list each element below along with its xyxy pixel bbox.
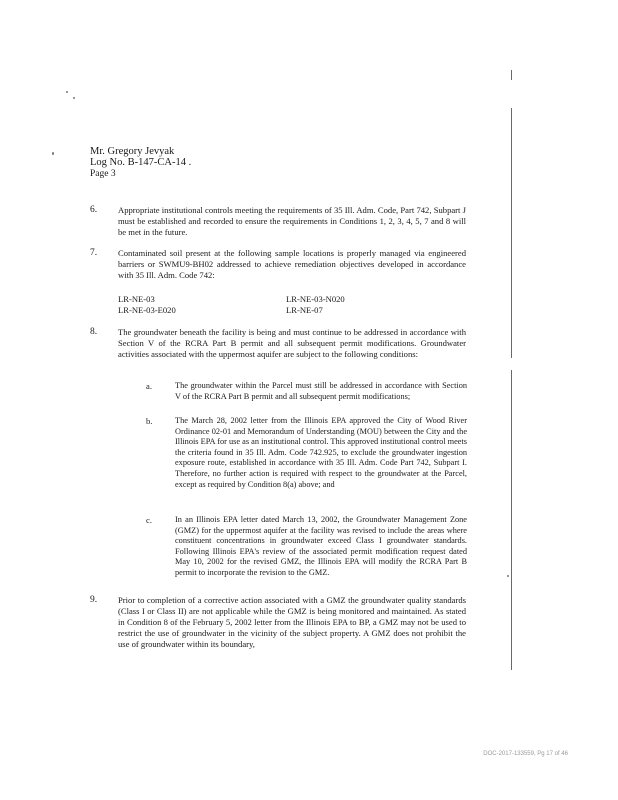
condition-text: Prior to completion of a corrective action associated with a GMZ the groundwater quality standards (Class I or Class II) are not applicable while the GMZ is being monitored and maintained. As stated in Condition 8 of the February 5, 2002 letter from the Illinois EPA to BP, a GMZ may not be used to restrict the use of groundwater in the vicinity of the subject property. A GMZ does not prohibit the use of groundwater within its boundary, xyxy=(118,595,466,649)
scan-speck xyxy=(52,152,54,155)
condition-text: Appropriate institutional controls meeting the requirements of 35 Ill. Adm. Code, Part 742, Subpart J must be established and recorded to ensure the requirements in Conditions 1, 2, 3, 4, 5, 7 and 8 will be met in the future. xyxy=(118,205,466,237)
sub-condition-letter: b. xyxy=(146,416,153,426)
log-number: Log No. B-147-CA-14 . xyxy=(90,157,192,168)
sub-condition-letter: a. xyxy=(146,381,152,391)
condition-number: 7. xyxy=(90,248,98,258)
sub-condition-text: The March 28, 2002 letter from the Illinois EPA approved the City of Wood River Ordinance 02-01 and Memorandum of Understanding (MOU) between the City and the Illinois EPA for use as an institutional control. This approved institutional control meets the criteria found in 35 Ill. Adm. Code 742.925, to exclude the groundwater ingestion exposure route, established in accordance with 35 Ill. Adm. Code Part 742, Subpart I. Therefore, no further action is required with respect to the groundwater at the Parcel, except as required by Condition 8(a) above; and xyxy=(175,416,467,489)
condition-number: 6. xyxy=(90,205,98,215)
condition-number: 8. xyxy=(90,327,98,337)
scan-edge-line xyxy=(511,70,512,80)
scan-edge-line xyxy=(511,370,512,670)
sample-location: LR-NE-03 xyxy=(118,294,155,304)
bates-stamp: DOC-2017-133559, Pg 17 of 46 xyxy=(483,751,568,757)
page-number: Page 3 xyxy=(90,169,116,179)
sample-location: LR-NE-03-N020 xyxy=(286,294,345,304)
sub-condition-letter: c. xyxy=(146,515,152,525)
scan-speck xyxy=(73,97,75,99)
scan-edge-line xyxy=(511,108,512,358)
condition-text: Contaminated soil present at the following sample locations is properly managed via engineered barriers or SWMU9-BH02 addressed to achieve remediation objectives developed in accordance with 35 Ill. Adm. Code 742: xyxy=(118,248,466,280)
scan-speck xyxy=(66,91,68,93)
addressee: Mr. Gregory Jevyak xyxy=(90,146,175,157)
sample-location: LR-NE-03-E020 xyxy=(118,305,176,315)
sample-location: LR-NE-07 xyxy=(286,305,323,315)
condition-number: 9. xyxy=(90,595,98,605)
sub-condition-text: The groundwater within the Parcel must still be addressed in accordance with Section V of the RCRA Part B permit and all subsequent permit modifications; xyxy=(175,381,467,401)
scan-speck xyxy=(507,575,509,577)
condition-text: The groundwater beneath the facility is being and must continue to be addressed in accordance with Section V of the RCRA Part B permit and all subsequent permit modifications. Groundwater activities associated with the uppermost aquifer are subject to the following conditions: xyxy=(118,327,466,359)
sub-condition-text: In an Illinois EPA letter dated March 13, 2002, the Groundwater Management Zone (GMZ) for the uppermost aquifer at the facility was revised to include the areas where constituent concentrations in groundwater exceed Class I groundwater standards. Following Illinois EPA's review of the associated permit modification request dated May 10, 2002 for the revised GMZ, the Illinois EPA will modify the RCRA Part B permit to incorporate the revision to the GMZ. xyxy=(175,515,467,577)
